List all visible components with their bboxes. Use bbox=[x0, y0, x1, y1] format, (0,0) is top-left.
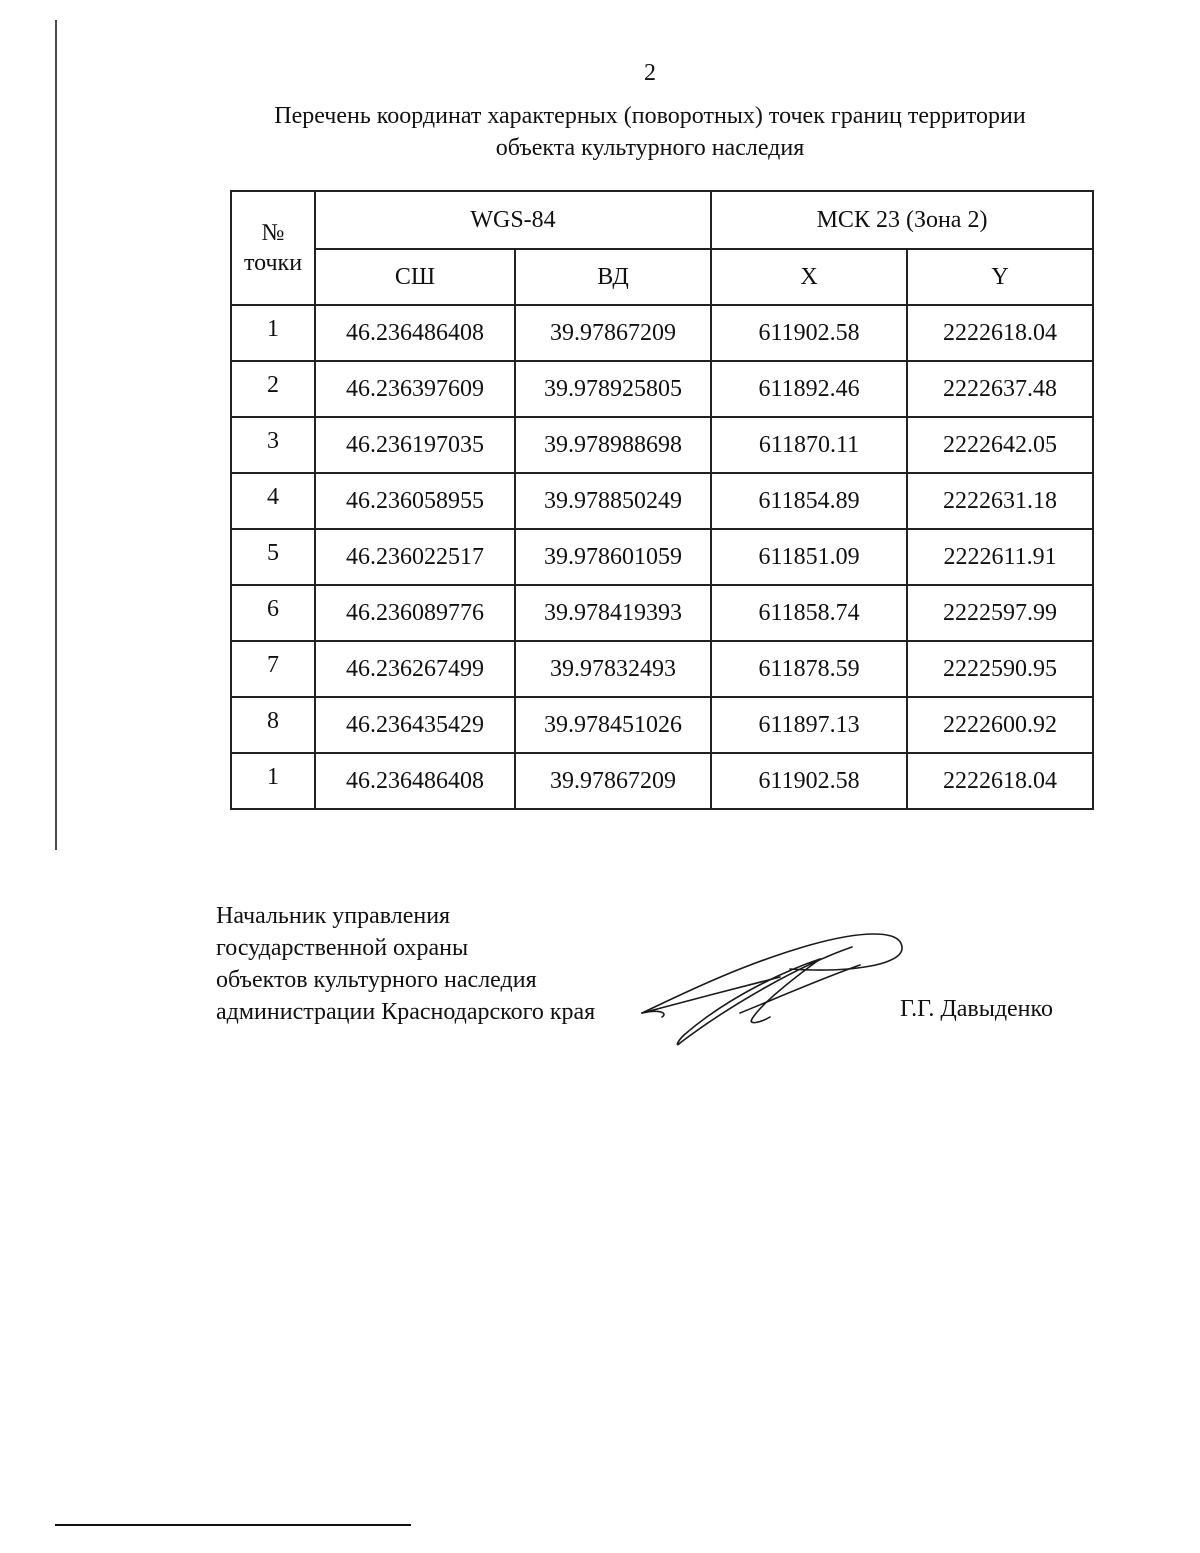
cell-lon: 39.97832493 bbox=[515, 641, 711, 697]
table-row bbox=[231, 473, 1093, 529]
cell-x: 611870.11 bbox=[711, 417, 907, 473]
cell-y: 2222600.92 bbox=[907, 697, 1093, 753]
cell-x: 611902.58 bbox=[711, 305, 907, 361]
header-lat: СШ bbox=[315, 249, 515, 305]
header-point-number bbox=[231, 191, 315, 305]
table-row bbox=[231, 585, 1093, 641]
title-line-1: Перечень координат характерных (поворотных) точек границ территории bbox=[274, 103, 1026, 129]
header-msk23: МСК 23 (Зона 2) bbox=[711, 191, 1093, 249]
cell-point-number: 1 bbox=[231, 305, 315, 361]
cell-lon: 39.97867209 bbox=[515, 305, 711, 361]
cell-point-number: 3 bbox=[231, 417, 315, 473]
header-x: X bbox=[711, 249, 907, 305]
title-line-2: объекта культурного наследия bbox=[495, 135, 805, 161]
signer-name: Г.Г. Давыденко bbox=[900, 996, 1053, 1022]
cell-y: 2222611.91 bbox=[907, 529, 1093, 585]
table-row bbox=[231, 305, 1093, 361]
cell-y: 2222642.05 bbox=[907, 417, 1093, 473]
cell-y: 2222631.18 bbox=[907, 473, 1093, 529]
coordinates-table bbox=[230, 190, 1094, 810]
cell-lat: 46.236486408 bbox=[315, 753, 515, 809]
cell-point-number: 8 bbox=[231, 697, 315, 753]
cell-lat: 46.236435429 bbox=[315, 697, 515, 753]
document-title bbox=[200, 100, 1100, 164]
page-number: 2 bbox=[644, 60, 656, 86]
header-no-symbol: № bbox=[261, 220, 285, 246]
cell-lon: 39.97867209 bbox=[515, 753, 711, 809]
cell-x: 611878.59 bbox=[711, 641, 907, 697]
cell-y: 2222618.04 bbox=[907, 753, 1093, 809]
signatory-line-2: государственной охраны bbox=[216, 935, 469, 961]
cell-x: 611902.58 bbox=[711, 753, 907, 809]
cell-y: 2222590.95 bbox=[907, 641, 1093, 697]
cell-lat: 46.236397609 bbox=[315, 361, 515, 417]
cell-x: 611858.74 bbox=[711, 585, 907, 641]
cell-y: 2222618.04 bbox=[907, 305, 1093, 361]
cell-lat: 46.236058955 bbox=[315, 473, 515, 529]
cell-lon: 39.978925805 bbox=[515, 361, 711, 417]
cell-lon: 39.978419393 bbox=[515, 585, 711, 641]
cell-lon: 39.978601059 bbox=[515, 529, 711, 585]
cell-point-number: 7 bbox=[231, 641, 315, 697]
cell-point-number: 4 bbox=[231, 473, 315, 529]
cell-lat: 46.236089776 bbox=[315, 585, 515, 641]
signatory-line-4: администрации Краснодарского края bbox=[216, 999, 596, 1025]
cell-y: 2222597.99 bbox=[907, 585, 1093, 641]
cell-lon: 39.978451026 bbox=[515, 697, 711, 753]
cell-lon: 39.978988698 bbox=[515, 417, 711, 473]
cell-point-number: 1 bbox=[231, 753, 315, 809]
signatory-line-3: объектов культурного наследия bbox=[216, 967, 537, 993]
cell-x: 611892.46 bbox=[711, 361, 907, 417]
cell-point-number: 2 bbox=[231, 361, 315, 417]
header-y: Y bbox=[907, 249, 1093, 305]
cell-lat: 46.236197035 bbox=[315, 417, 515, 473]
signatory-line-1: Начальник управления bbox=[216, 903, 451, 929]
cell-point-number: 5 bbox=[231, 529, 315, 585]
table-row bbox=[231, 529, 1093, 585]
table-row bbox=[231, 697, 1093, 753]
header-no-word: точки bbox=[243, 250, 303, 276]
header-lon: ВД bbox=[515, 249, 711, 305]
cell-x: 611897.13 bbox=[711, 697, 907, 753]
cell-lon: 39.978850249 bbox=[515, 473, 711, 529]
header-wgs84: WGS-84 bbox=[315, 191, 711, 249]
table-subheader-row bbox=[231, 249, 1093, 305]
cell-x: 611854.89 bbox=[711, 473, 907, 529]
table-row bbox=[231, 417, 1093, 473]
table-header-row bbox=[231, 191, 1093, 249]
cell-y: 2222637.48 bbox=[907, 361, 1093, 417]
cell-lat: 46.236022517 bbox=[315, 529, 515, 585]
cell-x: 611851.09 bbox=[711, 529, 907, 585]
cell-lat: 46.236267499 bbox=[315, 641, 515, 697]
handwritten-signature bbox=[620, 925, 920, 1050]
signatory-position bbox=[216, 900, 595, 1028]
cell-point-number: 6 bbox=[231, 585, 315, 641]
table-row bbox=[231, 753, 1093, 809]
cell-lat: 46.236486408 bbox=[315, 305, 515, 361]
left-margin-line bbox=[55, 20, 57, 850]
footnote-separator bbox=[55, 1524, 411, 1526]
table-row bbox=[231, 361, 1093, 417]
table-row bbox=[231, 641, 1093, 697]
